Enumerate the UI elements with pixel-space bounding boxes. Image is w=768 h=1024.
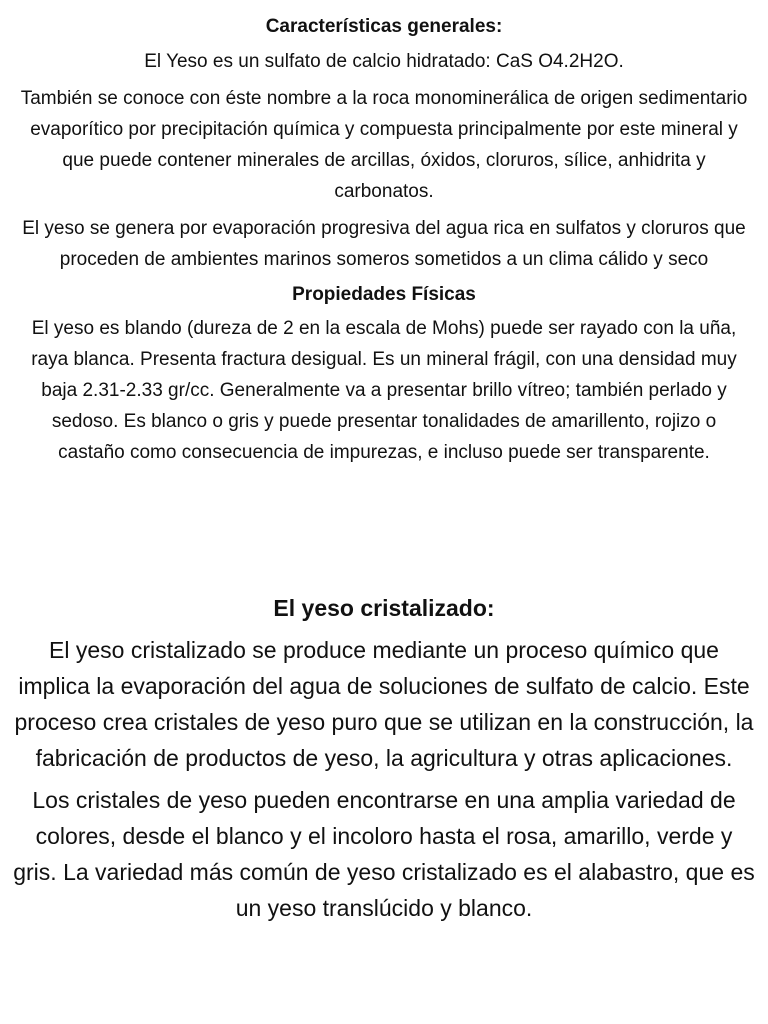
crystal-colors-paragraph: Los cristales de yeso pueden encontrarse en una amplia variedad de colores, desde el blanco y el incoloro hasta el rosa, amarillo, verde y gris. La variedad más común de yeso cristalizado es el alabastro, que es un yeso translúcido y blanco. [13, 787, 755, 921]
general-characteristics-heading: Características generales: [265, 16, 503, 37]
physical-properties-heading: Propiedades Físicas [292, 284, 476, 305]
general-characteristics-section [16, 14, 752, 468]
crystallized-gypsum-heading: El yeso cristalizado: [273, 595, 495, 621]
crystallization-process-paragraph: El yeso cristalizado se produce mediante un proceso químico que implica la evaporación del agua de soluciones de sulfato de calcio. Este proceso crea cristales de yeso puro que se utilizan en la construcción, la fabricación de productos de yeso, la agricultura y otras aplicaciones. [14, 637, 754, 771]
physical-properties-paragraph: El yeso es blando (dureza de 2 en la escala de Mohs) puede ser rayado con la uña, raya blanca. Presenta fractura desigual. Es un mineral frágil, con una densidad muy baja 2.31-2.33 gr/cc. Generalmente va a presentar brillo vítreo; también perlado y sedoso. Es blanco o gris y puede presentar tonalidades de amarillento, rojizo o castaño como consecuencia de impurezas, e incluso puede ser transparente. [31, 318, 737, 463]
formula-paragraph: El Yeso es un sulfato de calcio hidratado: CaS O4.2H2O. [144, 51, 624, 72]
crystallized-gypsum-section [12, 590, 756, 932]
rock-description-paragraph: También se conoce con éste nombre a la roca monominerálica de origen sedimentario evaporítico por precipitación química y compuesta principalmente por este mineral y que puede contener minerales de arcillas, óxidos, cloruros, sílice, anhidrita y carbonatos. [20, 88, 748, 202]
formation-paragraph: El yeso se genera por evaporación progresiva del agua rica en sulfatos y cloruros que proceden de ambientes marinos someros sometidos a un clima cálido y seco [22, 218, 746, 270]
